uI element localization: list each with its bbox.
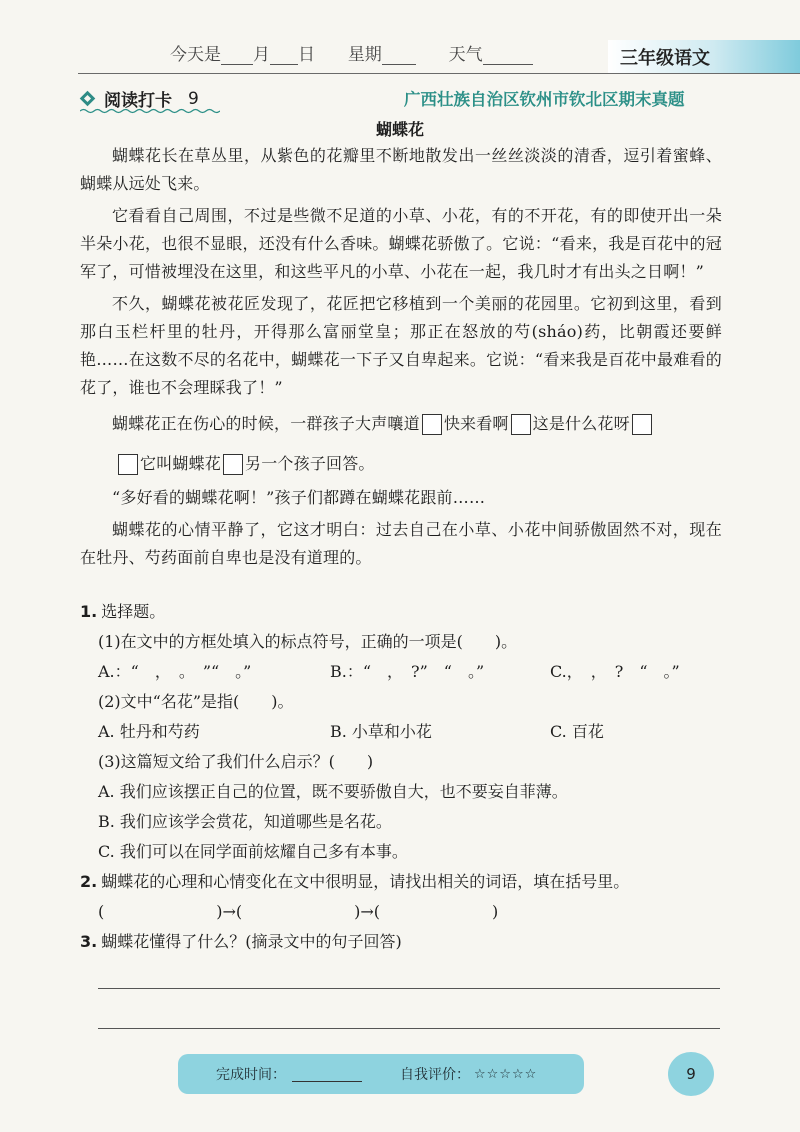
completion-time-blank[interactable] bbox=[292, 1067, 362, 1082]
weather-label: 天气 bbox=[448, 45, 483, 65]
q1-heading bbox=[80, 597, 740, 627]
q2-title: 蝴蝶花的心理和心情变化在文中很明显，请找出相关的词语，填在括号里。 bbox=[101, 872, 630, 891]
q1-2-option-c[interactable]: C. 百花 bbox=[550, 722, 604, 741]
answer-line-2[interactable] bbox=[98, 1028, 720, 1029]
punct-box-1[interactable] bbox=[422, 414, 442, 435]
star-rating[interactable]: ☆☆☆☆☆ bbox=[474, 1066, 538, 1082]
q1-1-stem: (1)在文中的方框处填入的标点符号，正确的一项是( )。 bbox=[98, 632, 518, 651]
section-number: 9 bbox=[188, 88, 199, 109]
q2-heading bbox=[80, 867, 740, 897]
q3-number: 3. bbox=[80, 932, 98, 951]
day-label: 日 bbox=[298, 45, 315, 65]
q1-1-options bbox=[80, 657, 740, 687]
paragraph-2: 它看看自己周围，不过是些微不足道的小草、小花，有的不开花，有的即使开出一朵半朵小花，也很不显眼，还没有什么香味。蝴蝶花骄傲了。它说：“看来，我是百花中的冠军了，可惜被埋没在这里，和这些平凡的小草、小花在一起，我几时才有出头之日啊！” bbox=[80, 206, 722, 281]
q1-2-option-b[interactable]: B. 小草和小花 bbox=[330, 722, 432, 741]
q1-3-option-c[interactable]: C. 我们可以在同学面前炫耀自己多有本事。 bbox=[98, 842, 408, 861]
wavy-underline bbox=[80, 108, 220, 114]
paragraph-6: 蝴蝶花的心情平静了，它这才明白：过去自己在小草、小花中间骄傲固然不对，现在在牡丹、芍药面前自卑也是没有道理的。 bbox=[80, 520, 722, 567]
paragraph-5: “多好看的蝴蝶花啊！”孩子们都蹲在蝴蝶花跟前…… bbox=[112, 488, 486, 507]
today-label: 今天是 bbox=[170, 45, 221, 65]
day-blank[interactable] bbox=[270, 46, 298, 65]
q1-1-option-a[interactable]: A.：“ ， 。 ”“ 。” bbox=[98, 662, 252, 681]
passage-title: 蝴蝶花 bbox=[375, 120, 424, 139]
passage bbox=[80, 142, 722, 572]
q1-2-stem: (2)文中“名花”是指( )。 bbox=[98, 692, 294, 711]
p4-seg1: 蝴蝶花正在伤心的时候，一群孩子大声嚷道 bbox=[112, 414, 420, 433]
q1-title: 选择题。 bbox=[101, 602, 166, 621]
answer-line-1[interactable] bbox=[98, 988, 720, 989]
punct-box-2[interactable] bbox=[511, 414, 531, 435]
footer-bar bbox=[178, 1054, 584, 1094]
p4-seg3: 这是什么花呀 bbox=[532, 414, 630, 433]
q1-3-option-a[interactable]: A. 我们应该摆正自己的位置，既不要骄傲自大，也不要妄自菲薄。 bbox=[98, 782, 568, 801]
weather-blank[interactable] bbox=[483, 46, 533, 65]
q2-answer-blanks[interactable]: ( )→( )→( ) bbox=[98, 902, 499, 921]
p4-seg4: 它叫蝴蝶花 bbox=[140, 454, 222, 473]
section-label: 阅读打卡 bbox=[104, 91, 172, 111]
grade-tag bbox=[608, 40, 800, 74]
completion-time-label: 完成时间： bbox=[216, 1067, 286, 1083]
self-eval-label: 自我评价： bbox=[400, 1067, 470, 1083]
q1-2-option-a[interactable]: A. 牡丹和芍药 bbox=[98, 722, 200, 741]
questions bbox=[80, 597, 740, 957]
grade-label: 三年级语文 bbox=[620, 48, 710, 69]
paragraph-4 bbox=[80, 404, 722, 444]
q1-number: 1. bbox=[80, 602, 98, 621]
month-label: 月 bbox=[253, 45, 270, 65]
q1-1-option-c[interactable]: C.， ， ? “ 。” bbox=[550, 662, 680, 681]
q2-number: 2. bbox=[80, 872, 98, 891]
punct-box-5[interactable] bbox=[223, 454, 243, 475]
diamond-icon bbox=[80, 91, 96, 107]
q1-2-options bbox=[80, 717, 740, 747]
page-number: 9 bbox=[668, 1052, 714, 1096]
paragraph-3: 不久，蝴蝶花被花匠发现了，花匠把它移植到一个美丽的花园里。它初到这里，看到那白玉栏杆里的牡丹，开得那么富丽堂皇；那正在怒放的芍(sháo)药，比朝霞还要鲜艳……在这数不尽的名花中，蝴蝶花一下子又自卑起来。它说：“看来我是百花中最难看的花了，谁也不会理睬我了！” bbox=[80, 294, 722, 397]
p4-seg5: 另一个孩子回答。 bbox=[245, 454, 375, 473]
p4-seg2: 快来看啊 bbox=[443, 414, 509, 433]
q3-title: 蝴蝶花懂得了什么？(摘录文中的句子回答) bbox=[101, 932, 402, 951]
paragraph-4-cont bbox=[80, 444, 722, 484]
week-blank[interactable] bbox=[382, 46, 416, 65]
paragraph-1: 蝴蝶花长在草丛里，从紫色的花瓣里不断地散发出一丝丝淡淡的清香，逗引着蜜蜂、蝴蝶从远处飞来。 bbox=[80, 146, 722, 193]
header-rule bbox=[78, 73, 800, 74]
date-weather-line bbox=[170, 40, 533, 65]
month-blank[interactable] bbox=[221, 46, 253, 65]
q1-1-option-b[interactable]: B.：“ ， ?” “ 。” bbox=[330, 662, 485, 681]
q1-3-option-b[interactable]: B. 我们应该学会赏花，知道哪些是名花。 bbox=[98, 812, 392, 831]
punct-box-4[interactable] bbox=[118, 454, 138, 475]
q1-3-stem: (3)这篇短文给了我们什么启示？( ) bbox=[98, 752, 374, 771]
week-label: 星期 bbox=[347, 45, 382, 65]
q3-heading bbox=[80, 927, 740, 957]
punct-box-3[interactable] bbox=[632, 414, 652, 435]
exam-source: 广西壮族自治区钦州市钦北区期末真题 bbox=[404, 90, 685, 109]
